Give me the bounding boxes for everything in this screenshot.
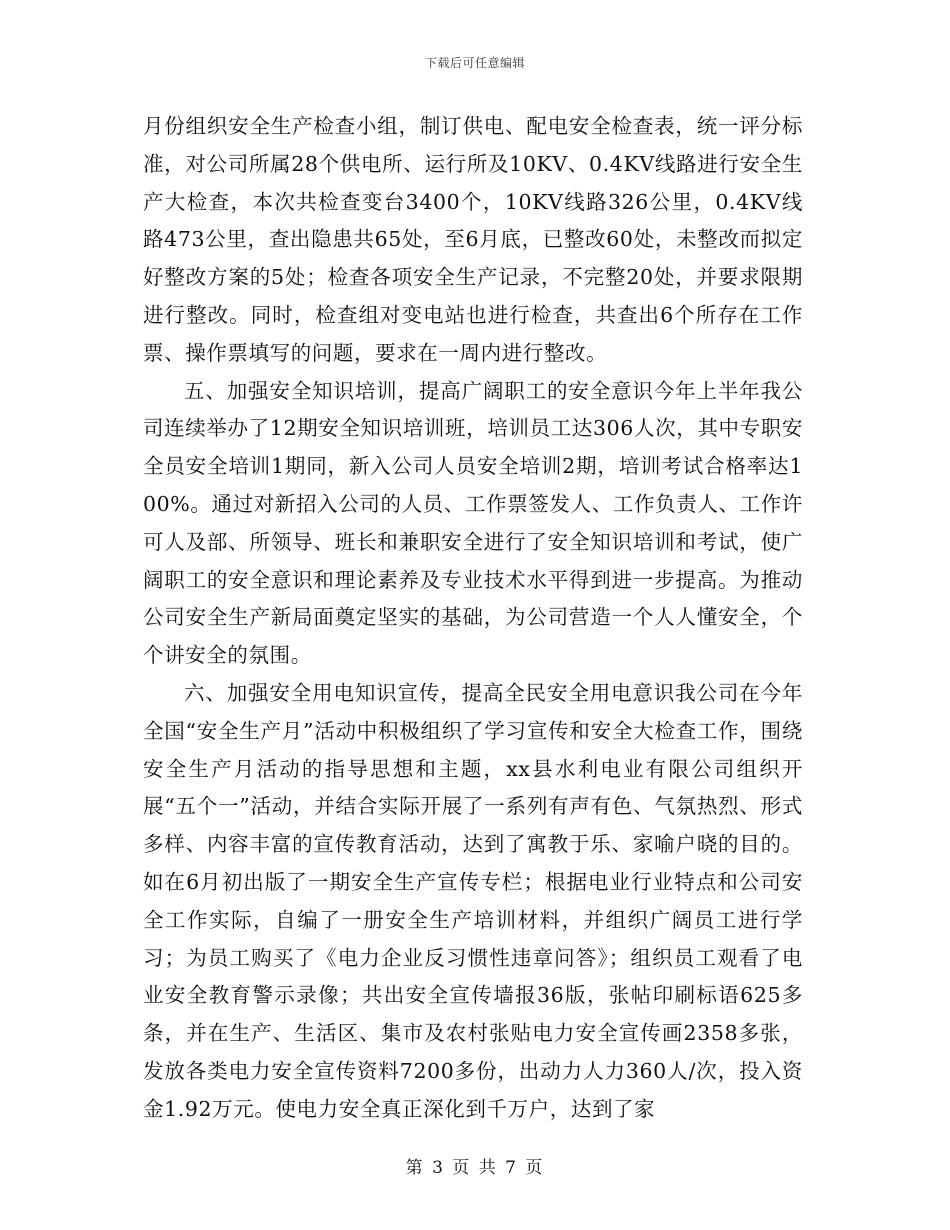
paragraph-1: 月份组织安全生产检查小组，制订供电、配电安全检查表，统一评分标准，对公司所属28个供电所、运行所及10KV、0.4KV线路进行安全生产大检查，本次共检查变台3400个，10KV线路326公里，0.4KV线路473公里，查出隐患共65处，至6月底，已整改60处，未整改而拟定好整改方案的5处；检查各项安全生产记录，不完整20处，并要求限期进行整改。同时，检查组对变电站也进行检查，共查出6个所存在工作票、操作票填写的问题，要求在一周内进行整改。	[143, 114, 803, 365]
paragraph-2: 五、加强安全知识培训，提高广阔职工的安全意识今年上半年我公司连续举办了12期安全知识培训班，培训员工达306人次，其中专职安全员安全培训1期同，新入公司人员安全培训2期，培训考试合格率达100%。通过对新招入公司的人员、工作票签发人、工作负责人、工作许可人及部、所领导、班长和兼职安全进行了安全知识培训和考试，使广阔职工的安全意识和理论素养及专业技术水平得到进一步提高。为推动公司安全生产新局面奠定坚实的基础，为公司营造一个人人懂安全，个个讲安全的氛围。	[143, 378, 803, 668]
paragraph-3: 六、加强安全用电知识宣传，提高全民安全用电意识我公司在今年全国“安全生产月”活动中积极组织了学习宣传和安全大检查工作，围绕安全生产月活动的指导思想和主题，xx县水利电业有限公司组织开展“五个一”活动，并结合实际开展了一系列有声有色、气氛热烈、形式多样、内容丰富的宣传教育活动，达到了寓教于乐、家喻户晓的目的。如在6月初出版了一期安全生产宣传专栏；根据电业行业特点和公司安全工作实际，自编了一册安全生产培训材料，并组织广阔员工进行学习；为员工购买了《电力企业反习惯性违章问答》；组织员工观看了电业安全教育警示录像；共出安全宣传墙报36版，张帖印刷标语625多条，并在生产、生活区、集市及农村张贴电力安全宣传画2358多张，发放各类电力安全宣传资料7200多份，出动力人力360人/次，投入资金1.92万元。使电力安全真正深化到千万户，达到了家	[143, 680, 803, 1121]
page-number: 第 3 页 共 7 页	[405, 1158, 545, 1178]
document-body	[143, 108, 803, 1129]
page-header: 下载后可任意编辑	[424, 56, 525, 70]
